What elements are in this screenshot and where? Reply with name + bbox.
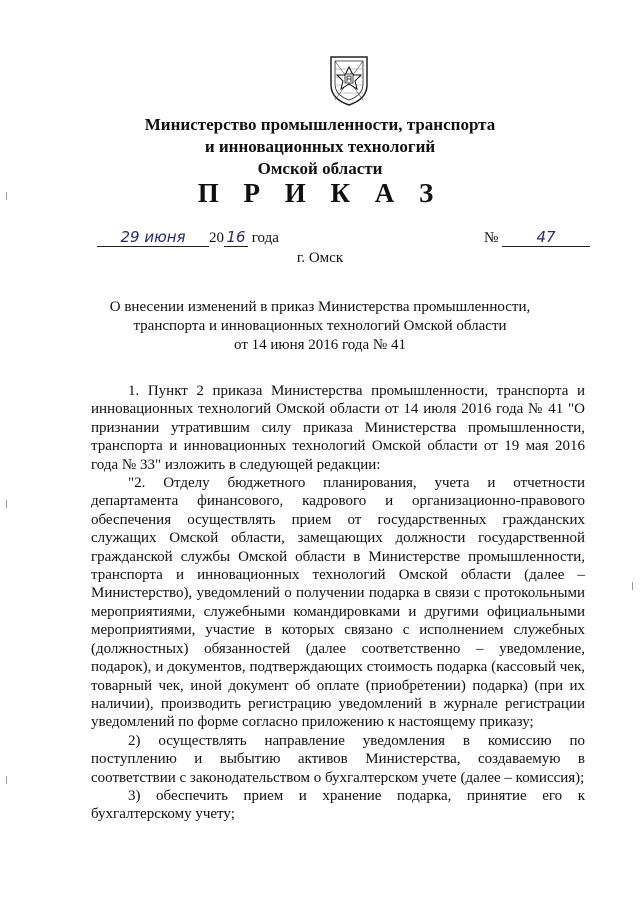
document-number [484, 228, 590, 247]
scan-margin-mark [6, 500, 7, 508]
ministry-name-line-2: и инновационных технологий [204, 137, 436, 156]
paragraph-2: "2. Отделу бюджетного планирования, учета и отчетности департамента финансового, кадрового и организационно-правового обеспечения осуществлять прием от государственных гражданских служащих Омской области, замещающих должности государственной гражданской службы Омской области в Министерстве промышленности, транспорта и инновационных технологий Омской области (далее – Министерство), уведомлений о получении подарка в связи с протокольными мероприятиями, служебными командировками и другими официальными мероприятиями, участие в которых связано с исполнением служебных (должностных) обязанностей (далее соответственно – уведомление, подарок), и документов, подтверждающих стоимость подарка (кассовый чек, товарный чек, иной документ об оплате (приобретении) подарка) (при их наличии), производить регистрацию уведомлений в журнале регистрации уведомлений по форме согласно приложению к настоящему приказу; [91, 475, 585, 731]
document-type-title: П Р И К А З [197, 178, 443, 208]
subject-line-1: О внесении изменений в приказ Министерства промышленности, [109, 299, 531, 315]
paragraph-1: 1. Пункт 2 приказа Министерства промышленности, транспорта и инновационных технологий Омской области от 14 июля 2016 года № 41 "О признании утратившим силу приказа Министерства промышленности, транспорта и инновационных технологий Омской области от 19 мая 2016 года № 33" изложить в следующей редакции: [91, 383, 585, 473]
date-day-month: 29 июня [97, 228, 209, 247]
scan-margin-mark [6, 776, 7, 784]
date-line [97, 228, 279, 247]
number-label: № [484, 230, 499, 246]
order-subject [100, 298, 540, 355]
scan-margin-mark [632, 582, 633, 590]
date-year-suffix: 16 [224, 228, 248, 247]
order-body [91, 382, 585, 824]
subject-line-2: транспорта и инновационных технологий Омской области [133, 318, 507, 334]
city-name: г. Омск [296, 250, 344, 266]
ministry-name-line-1: Министерство промышленности, транспорта [144, 115, 496, 134]
ministry-name-line-3: Омской области [257, 159, 383, 178]
scan-margin-mark [6, 192, 7, 200]
number-value: 47 [502, 228, 590, 247]
paragraph-3: 2) осуществлять направление уведомления в комиссию по поступлению и выбытию активов Министерства, создаваемую в соответствии с законодательством о бухгалтерском учете (далее – комиссия); [91, 732, 585, 786]
paragraph-4: 3) обеспечить прием и хранение подарка, принятие его к бухгалтерскому учету; [91, 787, 585, 823]
date-year-word: года [251, 230, 279, 246]
subject-line-3: от 14 июня 2016 года № 41 [234, 337, 406, 353]
coat-of-arms-emblem [327, 55, 371, 107]
date-year-prefix: 20 [209, 230, 224, 246]
